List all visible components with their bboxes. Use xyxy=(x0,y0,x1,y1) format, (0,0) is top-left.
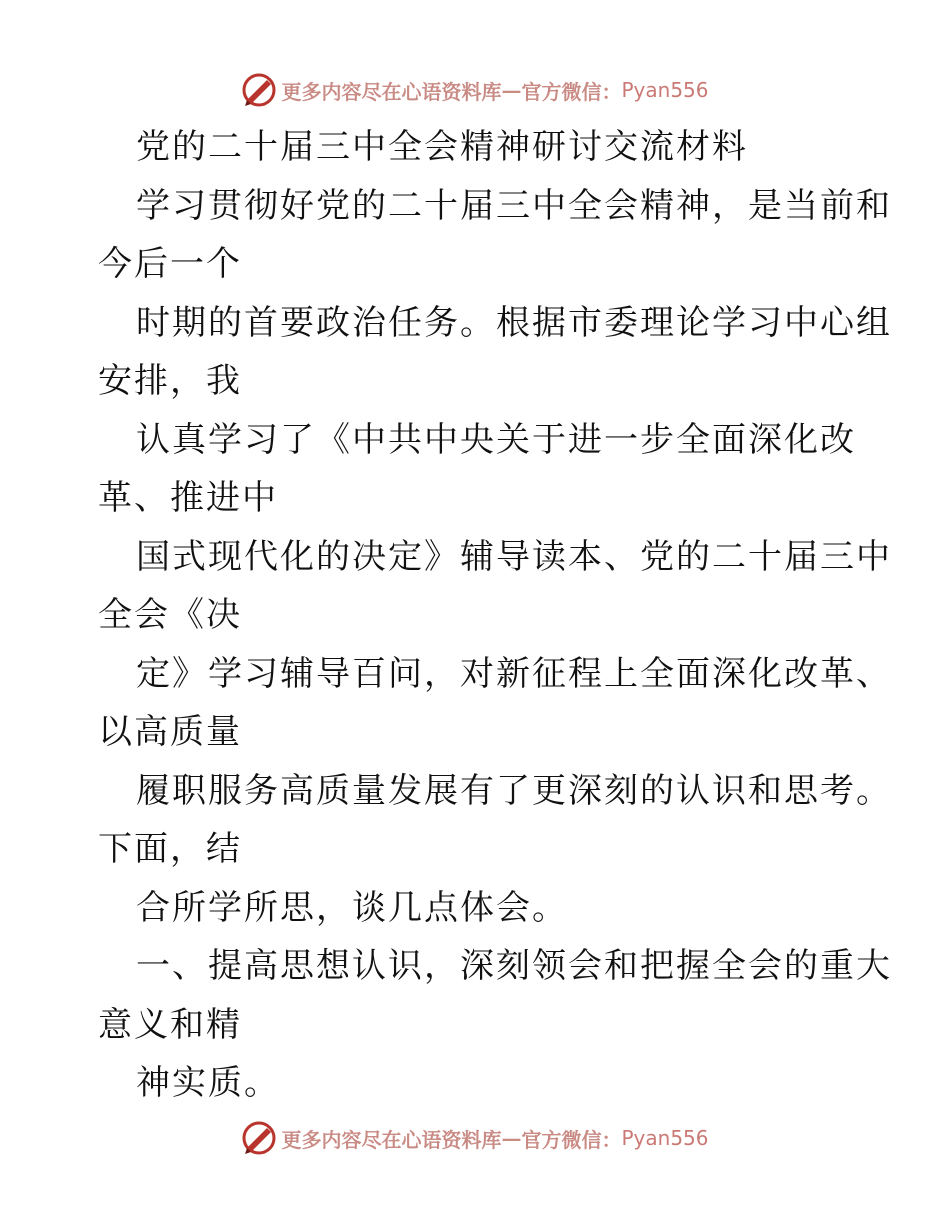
document-title: 党的二十届三中全会精神研讨交流材料 xyxy=(136,127,748,167)
section-heading-line: 一、提高思想认识，深刻领会和把握全会的重大 xyxy=(136,946,892,986)
text-line: 以高质量 xyxy=(98,712,242,752)
pen-logo-icon xyxy=(241,72,277,108)
section-heading-line: 意义和精 xyxy=(98,1004,242,1045)
text-line: 今后一个 xyxy=(98,244,242,284)
wechat-id: Pyan556 xyxy=(621,78,709,102)
wechat-id: Pyan556 xyxy=(621,1126,709,1150)
text-line: 时期的首要政治任务。根据市委理论学习中心组 xyxy=(136,302,892,343)
text-line: 履职服务高质量发展有了更深刻的认识和思考。 xyxy=(136,770,892,811)
text-line: 安排，我 xyxy=(98,361,242,401)
banner-dash: — xyxy=(501,78,522,102)
text-line: 合所学所思，谈几点体会。 xyxy=(136,887,568,928)
wechat-label: 官方微信： xyxy=(521,1127,622,1152)
text-line: 学习贯彻好党的二十届三中全会精神，是当前和 xyxy=(136,185,892,226)
text-line: 革、推进中 xyxy=(98,478,278,518)
text-line: 定》学习辅导百问，对新征程上全面深化改革、 xyxy=(136,653,892,694)
wechat-label: 官方微信： xyxy=(521,79,622,104)
document-body xyxy=(98,118,892,1113)
footer-watermark-banner xyxy=(0,1118,950,1158)
brand-text: 更多内容尽在心语资料库 xyxy=(281,79,502,104)
pen-logo-icon xyxy=(241,1120,277,1156)
text-line: 全会《决 xyxy=(98,595,242,635)
text-line: 认真学习了《中共中央关于进一步全面深化改 xyxy=(136,419,856,460)
banner-dash: — xyxy=(501,1126,522,1150)
text-line: 神实质。 xyxy=(136,1063,280,1103)
brand-text: 更多内容尽在心语资料库 xyxy=(281,1127,502,1152)
text-line: 国式现代化的决定》辅导读本、党的二十届三中 xyxy=(136,536,892,577)
header-watermark-banner xyxy=(0,70,950,110)
text-line: 下面，结 xyxy=(98,829,242,869)
